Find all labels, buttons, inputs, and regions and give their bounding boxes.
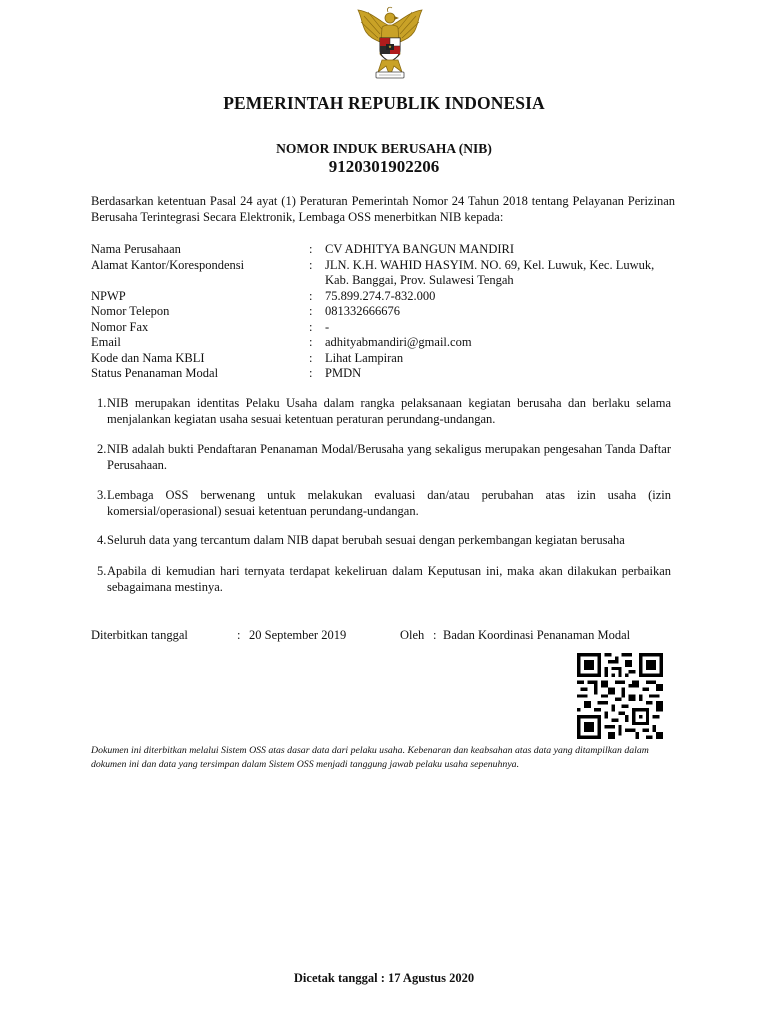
list-text: Seluruh data yang tercantum dalam NIB dapat berubah sesuai dengan perkembangan kegiatan berusaha <box>107 533 625 547</box>
disclaimer: Dokumen ini diterbitkan melalui Sistem OSS atas dasar data dari pelaku usaha. Kebenaran dan keabsahan atas data yang ditampilkan dalam dokumen ini dan data yang tersimpan dalam Sistem OSS menjadi tanggung jawab pelaku usaha sepenuhnya. <box>91 745 649 770</box>
list-number: 3. <box>97 488 107 502</box>
field-address <box>91 258 681 289</box>
field-company-name <box>91 242 681 258</box>
address-line-2: Kab. Banggai, Prov. Sulawesi Tengah <box>325 273 514 287</box>
field-colon: : <box>309 366 313 380</box>
issued-date: 20 September 2019 <box>249 628 347 642</box>
qr-code-icon <box>577 653 663 739</box>
list-item <box>91 441 671 473</box>
list-number: 5. <box>97 564 107 578</box>
list-number: 1. <box>97 396 107 410</box>
list-item <box>91 532 671 548</box>
field-colon: : <box>309 257 313 272</box>
field-colon: : <box>309 304 313 318</box>
field-value: 75.899.274.7-832.000 <box>325 288 436 303</box>
nib-number: 9120301902206 <box>328 157 440 176</box>
list-number: 2. <box>97 442 107 456</box>
field-label: Kode dan Nama KBLI <box>91 350 205 365</box>
field-value <box>325 258 681 289</box>
issued-by-value: Badan Koordinasi Penanaman Modal <box>443 628 631 642</box>
field-value: 081332666676 <box>325 304 400 318</box>
list-item <box>91 487 671 519</box>
address-line-1: JLN. K.H. WAHID HASYIM. NO. 69, Kel. Luwuk, Kec. Luwuk, <box>325 257 655 272</box>
field-label: Nama Perusahaan <box>91 242 181 256</box>
field-value: - <box>325 319 330 334</box>
field-label: Status Penanaman Modal <box>91 366 219 380</box>
issued-by-colon: : <box>433 628 437 642</box>
field-colon: : <box>309 319 313 334</box>
field-npwp <box>91 289 681 305</box>
list-number: 4. <box>97 533 107 547</box>
list-text: NIB merupakan identitas Pelaku Usaha dalam rangka pelaksanaan kegiatan berusaha dan berlaku selama menjalankan kegiatan usaha sesuai ketentuan peraturan perundang-undangan. <box>107 396 671 426</box>
garuda-emblem-icon <box>350 4 430 84</box>
government-title: PEMERINTAH REPUBLIK INDONESIA <box>223 93 545 113</box>
list-text: Lembaga OSS berwenang untuk melakukan evaluasi dan/atau perubahan atas izin usaha (izin komersial/operasional) sesuai ketentuan perundang-undangan. <box>107 488 671 518</box>
issued-date-label: Diterbitkan tanggal <box>91 628 188 642</box>
list-text: NIB adalah bukti Pendaftaran Penanaman Modal/Berusaha yang sekaligus merupakan pengesahan Tanda Daftar Perusahaan. <box>107 442 671 472</box>
field-value: PMDN <box>325 366 362 380</box>
issued-colon: : <box>237 628 241 642</box>
field-colon: : <box>309 242 313 256</box>
field-email <box>91 335 681 351</box>
company-fields <box>91 242 681 382</box>
field-label: Nomor Telepon <box>91 304 170 318</box>
list-item <box>91 563 671 595</box>
field-label: Alamat Kantor/Korespondensi <box>91 257 245 272</box>
field-value: adhityabmandiri@gmail.com <box>325 335 472 349</box>
list-text: Apabila di kemudian hari ternyata terdapat kekeliruan dalam Keputusan ini, maka akan dilakukan perbaikan sebagaimana mestinya. <box>107 564 671 594</box>
issued-by-label: Oleh <box>400 628 425 642</box>
field-kbli <box>91 351 681 367</box>
field-value: Lihat Lampiran <box>325 350 404 365</box>
field-colon: : <box>309 288 313 303</box>
field-label: Email <box>91 335 121 349</box>
field-label: Nomor Fax <box>91 319 149 334</box>
field-label: NPWP <box>91 288 126 303</box>
list-item <box>91 395 671 427</box>
field-fax <box>91 320 681 336</box>
printed-date: Dicetak tanggal : 17 Agustus 2020 <box>293 971 475 985</box>
field-colon: : <box>309 335 313 349</box>
field-value: CV ADHITYA BANGUN MANDIRI <box>325 242 515 256</box>
field-phone <box>91 304 681 320</box>
nib-label: NOMOR INDUK BERUSAHA (NIB) <box>276 141 492 156</box>
intro-paragraph: Berdasarkan ketentuan Pasal 24 ayat (1) Peraturan Pemerintah Nomor 24 Tahun 2018 tentang Pelayanan Perizinan Berusaha Terintegrasi Secara Elektronik, Lembaga OSS menerbitkan NIB kepada: <box>91 194 675 224</box>
field-investment-status <box>91 366 681 382</box>
field-colon: : <box>309 350 313 365</box>
